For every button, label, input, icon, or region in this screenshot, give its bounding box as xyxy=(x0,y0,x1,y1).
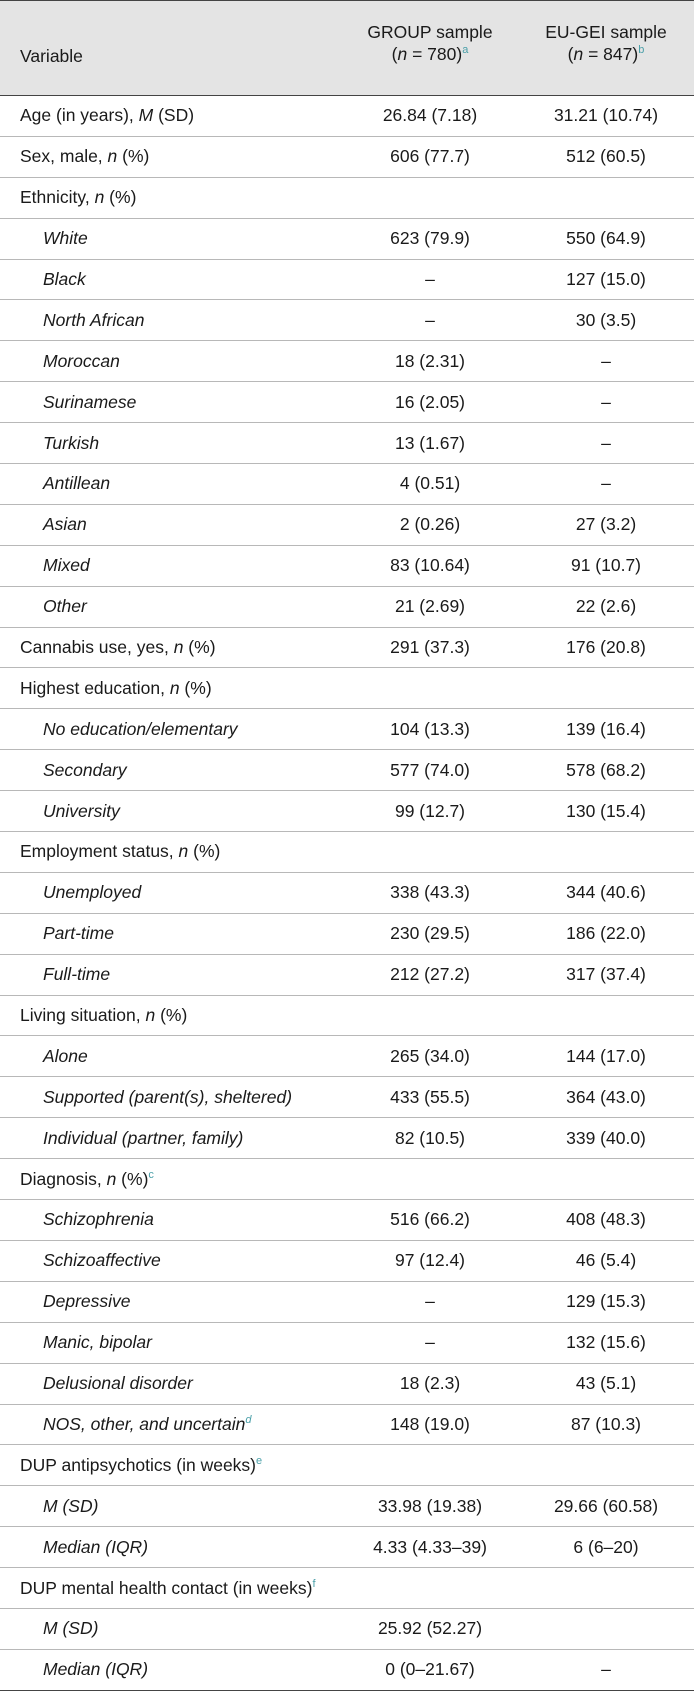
table-row xyxy=(0,1650,694,1691)
eu-gei-value: 339 (40.0) xyxy=(566,1127,646,1148)
group-value: 25.92 (52.27) xyxy=(377,1618,483,1639)
group-value: 83 (10.64) xyxy=(390,555,470,576)
variable-label: Manic, bipolar xyxy=(43,1332,152,1353)
group-value: 99 (12.7) xyxy=(394,800,466,821)
group-value: 265 (34.0) xyxy=(390,1045,470,1066)
eu-gei-value: 344 (40.6) xyxy=(566,882,646,903)
group-value: 212 (27.2) xyxy=(390,964,470,985)
variable-label: Part-time xyxy=(43,923,114,944)
table-row xyxy=(0,1077,694,1118)
eu-gei-value: 144 (17.0) xyxy=(566,1045,646,1066)
group-value: 0 (0–21.67) xyxy=(385,1659,475,1680)
variable-label: Secondary xyxy=(43,759,127,780)
eu-gei-value: – xyxy=(601,1659,611,1680)
table-row xyxy=(0,546,694,587)
eu-gei-value: 46 (5.4) xyxy=(575,1250,637,1271)
variable-label: Employment status, n (%) xyxy=(20,841,221,862)
variable-label: Full-time xyxy=(43,964,111,985)
variable-label: Other xyxy=(43,596,87,617)
group-value: – xyxy=(425,269,435,289)
eu-gei-value: 91 (10.7) xyxy=(570,555,642,576)
variable-label: Ethnicity, n (%) xyxy=(20,187,137,208)
table-row xyxy=(0,955,694,996)
group-value: 16 (2.05) xyxy=(394,391,466,412)
table-row xyxy=(0,382,694,423)
header-group-title: GROUP sample xyxy=(367,22,493,42)
group-value: 338 (43.3) xyxy=(390,882,470,903)
eu-gei-value: 29.66 (60.58) xyxy=(553,1495,659,1516)
table-row xyxy=(0,1200,694,1241)
eu-gei-value: 27 (3.2) xyxy=(575,514,637,535)
group-value: 623 (79.9) xyxy=(390,228,470,249)
table-row xyxy=(0,1241,694,1282)
eu-gei-value: 127 (15.0) xyxy=(566,269,646,289)
table-row xyxy=(0,1364,694,1405)
header-eu-n: (n = 847)$^b$ xyxy=(567,44,645,64)
variable-label: NOS, other, and uncertain$^d$ xyxy=(43,1413,252,1434)
variable-label: Delusional disorder xyxy=(43,1373,193,1394)
table-row xyxy=(0,1609,694,1650)
variable-label: Alone xyxy=(43,1045,88,1066)
variable-label: DUP antipsychotics (in weeks)$^e$ xyxy=(20,1454,263,1475)
eu-gei-value: 31.21 (10.74) xyxy=(553,105,659,126)
group-value: 4 (0.51) xyxy=(399,473,461,494)
group-value: – xyxy=(425,1332,435,1353)
eu-gei-value: 130 (15.4) xyxy=(566,800,646,821)
group-value: 516 (66.2) xyxy=(390,1209,470,1230)
variable-label: Supported (parent(s), sheltered) xyxy=(43,1086,293,1107)
eu-gei-value: 22 (2.6) xyxy=(575,596,637,617)
table-row xyxy=(0,914,694,955)
variable-label: Moroccan xyxy=(43,350,120,371)
group-value: 2 (0.26) xyxy=(399,514,461,535)
group-value: 606 (77.7) xyxy=(390,146,470,167)
table-row xyxy=(0,96,694,137)
variable-label: Mixed xyxy=(43,555,90,576)
footnote-a: a xyxy=(462,44,469,57)
table-row xyxy=(0,1323,694,1364)
table-row xyxy=(0,1405,694,1446)
group-value: 230 (29.5) xyxy=(390,923,470,944)
footnote-marker: f xyxy=(312,1577,316,1590)
table-row xyxy=(0,300,694,341)
table-row xyxy=(0,1527,694,1568)
variable-label: Schizophrenia xyxy=(43,1209,154,1230)
variable-label: University xyxy=(43,800,120,821)
variable-label: Highest education, n (%) xyxy=(20,677,212,698)
group-value: – xyxy=(425,1291,435,1312)
table-row xyxy=(0,873,694,914)
variable-label: Schizoaffective xyxy=(43,1250,161,1271)
table-row xyxy=(0,587,694,628)
group-value: 18 (2.31) xyxy=(394,350,466,371)
table-row xyxy=(0,260,694,301)
variable-label: M (SD) xyxy=(43,1495,99,1516)
group-value: 4.33 (4.33–39) xyxy=(373,1536,487,1557)
eu-gei-value: 129 (15.3) xyxy=(566,1291,646,1312)
eu-gei-value: 87 (10.3) xyxy=(570,1413,642,1434)
group-value: 291 (37.3) xyxy=(390,637,470,658)
table-row xyxy=(0,1036,694,1077)
variable-label: Diagnosis, n (%)$^c$ xyxy=(20,1168,154,1189)
table-row xyxy=(0,137,694,178)
variable-label: M (SD) xyxy=(43,1618,99,1639)
table-row xyxy=(0,505,694,546)
header-variable: Variable xyxy=(20,46,83,66)
table-row xyxy=(0,341,694,382)
variable-label: Depressive xyxy=(43,1291,131,1312)
group-value: 97 (12.4) xyxy=(394,1250,466,1271)
eu-gei-value: 30 (3.5) xyxy=(575,309,637,330)
group-value: 13 (1.67) xyxy=(394,432,466,453)
variable-label: Antillean xyxy=(43,473,111,494)
eu-gei-value: 578 (68.2) xyxy=(566,759,646,780)
eu-gei-value: – xyxy=(601,391,611,412)
header-eu-title: EU-GEI sample xyxy=(545,22,667,42)
table-row xyxy=(0,464,694,505)
eu-gei-value: 317 (37.4) xyxy=(566,964,646,985)
variable-label: Asian xyxy=(43,514,87,535)
header-eu-gei-sample xyxy=(518,1,694,95)
eu-gei-value: 364 (43.0) xyxy=(566,1086,646,1107)
group-value: 33.98 (19.38) xyxy=(377,1495,483,1516)
variable-label: North African xyxy=(43,309,145,330)
group-value: 18 (2.3) xyxy=(399,1373,461,1394)
variable-label: Cannabis use, yes, n (%) xyxy=(20,637,216,658)
eu-gei-value: 550 (64.9) xyxy=(566,228,646,249)
eu-gei-value: 408 (48.3) xyxy=(566,1209,646,1230)
group-value: 26.84 (7.18) xyxy=(382,105,478,126)
table-row xyxy=(0,1159,694,1200)
group-value: 82 (10.5) xyxy=(394,1127,466,1148)
table-row xyxy=(0,1282,694,1323)
table-row xyxy=(0,1118,694,1159)
variable-label: Surinamese xyxy=(43,391,137,412)
eu-gei-value: 512 (60.5) xyxy=(566,146,646,167)
table-row xyxy=(0,791,694,832)
group-value: 148 (19.0) xyxy=(390,1413,470,1434)
header-group-sample xyxy=(342,1,518,95)
eu-gei-value: 6 (6–20) xyxy=(573,1536,639,1557)
table-row xyxy=(0,219,694,260)
variable-label: White xyxy=(43,228,88,249)
table-row xyxy=(0,750,694,791)
eu-gei-value: 139 (16.4) xyxy=(566,718,646,739)
table-row xyxy=(0,668,694,709)
eu-gei-value: 186 (22.0) xyxy=(566,923,646,944)
eu-gei-value: – xyxy=(601,432,611,453)
table-row xyxy=(0,996,694,1037)
variable-label: Sex, male, n (%) xyxy=(20,146,150,167)
table-row xyxy=(0,1486,694,1527)
header-group-n: (n = 780)$^a$ xyxy=(391,44,469,64)
table-row xyxy=(0,178,694,219)
eu-gei-value: – xyxy=(601,350,611,371)
table-row xyxy=(0,1445,694,1486)
variable-label: Black xyxy=(43,269,86,289)
eu-gei-value: – xyxy=(601,473,611,494)
table-row xyxy=(0,709,694,750)
group-value: – xyxy=(425,309,435,330)
group-value: 433 (55.5) xyxy=(390,1086,470,1107)
variable-label: Median (IQR) xyxy=(43,1659,149,1680)
variable-label: Median (IQR) xyxy=(43,1536,149,1557)
eu-gei-value: 43 (5.1) xyxy=(575,1373,637,1394)
eu-gei-value: 132 (15.6) xyxy=(566,1332,646,1353)
table-row xyxy=(0,1568,694,1609)
footnote-marker: e xyxy=(256,1455,263,1467)
variable-label: Individual (partner, family) xyxy=(43,1127,244,1148)
variable-label: No education/elementary xyxy=(43,718,238,739)
group-value: 577 (74.0) xyxy=(390,759,470,780)
table-row xyxy=(0,423,694,464)
footnote-b: b xyxy=(638,44,645,57)
variable-label: Turkish xyxy=(43,432,100,453)
footnote-marker: d xyxy=(245,1414,252,1427)
group-value: 21 (2.69) xyxy=(394,596,466,617)
group-value: 104 (13.3) xyxy=(390,718,470,739)
variable-label: DUP mental health contact (in weeks)$^f$ xyxy=(20,1577,316,1598)
variable-label: Age (in years), M (SD) xyxy=(20,105,195,126)
table-row xyxy=(0,832,694,873)
variable-label: Unemployed xyxy=(43,882,142,903)
table-body xyxy=(0,96,694,1691)
table-header xyxy=(0,0,694,96)
eu-gei-value: 176 (20.8) xyxy=(566,637,646,658)
table-row xyxy=(0,628,694,669)
footnote-marker: c xyxy=(148,1168,154,1181)
variable-label: Living situation, n (%) xyxy=(20,1005,188,1026)
